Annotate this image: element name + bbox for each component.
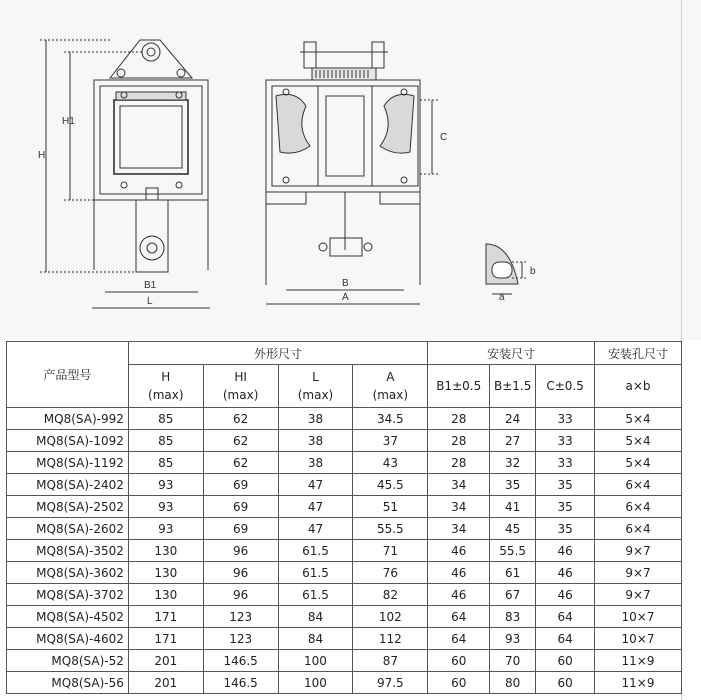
cell-L: 47 — [278, 518, 353, 540]
cell-model: MQ8(SA)-3602 — [7, 562, 129, 584]
header-hole-dimensions: 安装孔尺寸 — [595, 342, 682, 365]
header-B: B±1.5 — [490, 365, 536, 408]
drawing-background — [0, 0, 701, 340]
cell-HI: 69 — [203, 496, 278, 518]
cell-HI: 62 — [203, 452, 278, 474]
cell-C: 46 — [536, 540, 595, 562]
table-row — [7, 474, 682, 496]
spec-table-body — [7, 408, 682, 694]
table-row — [7, 562, 682, 584]
cell-H: 93 — [128, 474, 203, 496]
cell-B1: 34 — [428, 496, 490, 518]
cell-B1: 46 — [428, 584, 490, 606]
cell-L: 38 — [278, 452, 353, 474]
cell-L: 61.5 — [278, 584, 353, 606]
cell-axb: 6×4 — [595, 474, 682, 496]
cell-B1: 28 — [428, 430, 490, 452]
cell-B: 83 — [490, 606, 536, 628]
cell-axb: 6×4 — [595, 518, 682, 540]
cell-axb: 6×4 — [595, 496, 682, 518]
cell-B: 80 — [490, 672, 536, 694]
table-row — [7, 496, 682, 518]
header-row-groups — [7, 342, 682, 365]
cell-H: 93 — [128, 496, 203, 518]
header-model: 产品型号 — [7, 342, 129, 408]
cell-HI: 69 — [203, 518, 278, 540]
cell-C: 64 — [536, 606, 595, 628]
cell-L: 100 — [278, 672, 353, 694]
table-row — [7, 628, 682, 650]
cell-B1: 60 — [428, 650, 490, 672]
cell-axb: 9×7 — [595, 540, 682, 562]
cell-HI: 62 — [203, 408, 278, 430]
cell-axb: 5×4 — [595, 408, 682, 430]
label-A: A — [342, 292, 349, 303]
cell-axb: 10×7 — [595, 628, 682, 650]
cell-B: 67 — [490, 584, 536, 606]
cell-B1: 46 — [428, 562, 490, 584]
table-row — [7, 584, 682, 606]
cell-axb: 5×4 — [595, 430, 682, 452]
cell-H: 85 — [128, 408, 203, 430]
cell-HI: 146.5 — [203, 650, 278, 672]
cell-L: 84 — [278, 606, 353, 628]
cell-model: MQ8(SA)-52 — [7, 650, 129, 672]
cell-A: 45.5 — [353, 474, 428, 496]
label-L: L — [147, 296, 153, 307]
cell-L: 100 — [278, 650, 353, 672]
cell-A: 82 — [353, 584, 428, 606]
cell-B: 41 — [490, 496, 536, 518]
cell-C: 35 — [536, 496, 595, 518]
cell-H: 130 — [128, 584, 203, 606]
table-row — [7, 672, 682, 694]
cell-C: 60 — [536, 650, 595, 672]
cell-B: 27 — [490, 430, 536, 452]
cell-L: 61.5 — [278, 540, 353, 562]
cell-axb: 11×9 — [595, 672, 682, 694]
cell-H: 130 — [128, 562, 203, 584]
cell-B1: 46 — [428, 540, 490, 562]
cell-H: 130 — [128, 540, 203, 562]
cell-model: MQ8(SA)-56 — [7, 672, 129, 694]
cell-C: 33 — [536, 430, 595, 452]
cell-L: 47 — [278, 496, 353, 518]
header-mount-dimensions: 安装尺寸 — [428, 342, 595, 365]
header-axb: a×b — [595, 365, 682, 408]
cell-C: 35 — [536, 474, 595, 496]
cell-C: 60 — [536, 672, 595, 694]
table-row — [7, 518, 682, 540]
cell-HI: 123 — [203, 628, 278, 650]
cell-HI: 96 — [203, 584, 278, 606]
cell-B: 32 — [490, 452, 536, 474]
cell-model: MQ8(SA)-992 — [7, 408, 129, 430]
header-B1: B1±0.5 — [428, 365, 490, 408]
cell-model: MQ8(SA)-2602 — [7, 518, 129, 540]
cell-L: 47 — [278, 474, 353, 496]
cell-B1: 64 — [428, 606, 490, 628]
cell-A: 112 — [353, 628, 428, 650]
table-row — [7, 650, 682, 672]
header-A: A (max) — [353, 365, 428, 408]
cell-B: 45 — [490, 518, 536, 540]
cell-axb: 10×7 — [595, 606, 682, 628]
cell-model: MQ8(SA)-1092 — [7, 430, 129, 452]
cell-B1: 34 — [428, 518, 490, 540]
label-H1: H1 — [62, 116, 75, 127]
label-B1: B1 — [144, 280, 157, 291]
cell-H: 201 — [128, 650, 203, 672]
cell-HI: 69 — [203, 474, 278, 496]
cell-B1: 28 — [428, 452, 490, 474]
table-row — [7, 606, 682, 628]
table-row — [7, 408, 682, 430]
cell-A: 34.5 — [353, 408, 428, 430]
cell-B: 24 — [490, 408, 536, 430]
table-row — [7, 452, 682, 474]
header-L: L (max) — [278, 365, 353, 408]
cell-B: 61 — [490, 562, 536, 584]
cell-B1: 28 — [428, 408, 490, 430]
cell-HI: 146.5 — [203, 672, 278, 694]
label-b: b — [530, 266, 536, 277]
cell-H: 171 — [128, 606, 203, 628]
cell-model: MQ8(SA)-2502 — [7, 496, 129, 518]
cell-A: 87 — [353, 650, 428, 672]
cell-A: 37 — [353, 430, 428, 452]
cell-C: 64 — [536, 628, 595, 650]
cell-L: 84 — [278, 628, 353, 650]
cell-H: 93 — [128, 518, 203, 540]
cell-L: 38 — [278, 430, 353, 452]
cell-B: 35 — [490, 474, 536, 496]
slot-hole — [492, 262, 512, 278]
cell-B: 70 — [490, 650, 536, 672]
cell-L: 38 — [278, 408, 353, 430]
cell-HI: 96 — [203, 562, 278, 584]
cell-C: 33 — [536, 452, 595, 474]
cell-B: 93 — [490, 628, 536, 650]
cell-H: 171 — [128, 628, 203, 650]
cell-HI: 96 — [203, 540, 278, 562]
label-H: H — [38, 150, 46, 161]
table-row — [7, 430, 682, 452]
cell-H: 85 — [128, 430, 203, 452]
spec-table — [6, 341, 682, 694]
cell-H: 85 — [128, 452, 203, 474]
cell-C: 33 — [536, 408, 595, 430]
header-H: H (max) — [128, 365, 203, 408]
cell-A: 43 — [353, 452, 428, 474]
cell-B1: 64 — [428, 628, 490, 650]
cell-B: 55.5 — [490, 540, 536, 562]
cell-C: 46 — [536, 562, 595, 584]
cell-model: MQ8(SA)-3502 — [7, 540, 129, 562]
header-outer-dimensions: 外形尺寸 — [128, 342, 427, 365]
cell-L: 61.5 — [278, 562, 353, 584]
header-C: C±0.5 — [536, 365, 595, 408]
cell-A: 71 — [353, 540, 428, 562]
technical-drawing — [0, 0, 701, 340]
cell-C: 35 — [536, 518, 595, 540]
cell-A: 51 — [353, 496, 428, 518]
label-C: C — [440, 132, 448, 143]
cell-HI: 62 — [203, 430, 278, 452]
cell-model: MQ8(SA)-3702 — [7, 584, 129, 606]
cell-axb: 5×4 — [595, 452, 682, 474]
label-B: B — [342, 278, 349, 289]
cell-axb: 9×7 — [595, 584, 682, 606]
cell-model: MQ8(SA)-1192 — [7, 452, 129, 474]
cell-A: 55.5 — [353, 518, 428, 540]
cell-model: MQ8(SA)-4602 — [7, 628, 129, 650]
table-row — [7, 540, 682, 562]
cell-A: 102 — [353, 606, 428, 628]
label-a: a — [499, 292, 505, 303]
cell-axb: 11×9 — [595, 650, 682, 672]
cell-C: 46 — [536, 584, 595, 606]
cell-axb: 9×7 — [595, 562, 682, 584]
cell-HI: 123 — [203, 606, 278, 628]
cell-B1: 60 — [428, 672, 490, 694]
header-HI: HI (max) — [203, 365, 278, 408]
cell-A: 76 — [353, 562, 428, 584]
cell-model: MQ8(SA)-2402 — [7, 474, 129, 496]
cell-H: 201 — [128, 672, 203, 694]
cell-B1: 34 — [428, 474, 490, 496]
cell-model: MQ8(SA)-4502 — [7, 606, 129, 628]
cell-A: 97.5 — [353, 672, 428, 694]
